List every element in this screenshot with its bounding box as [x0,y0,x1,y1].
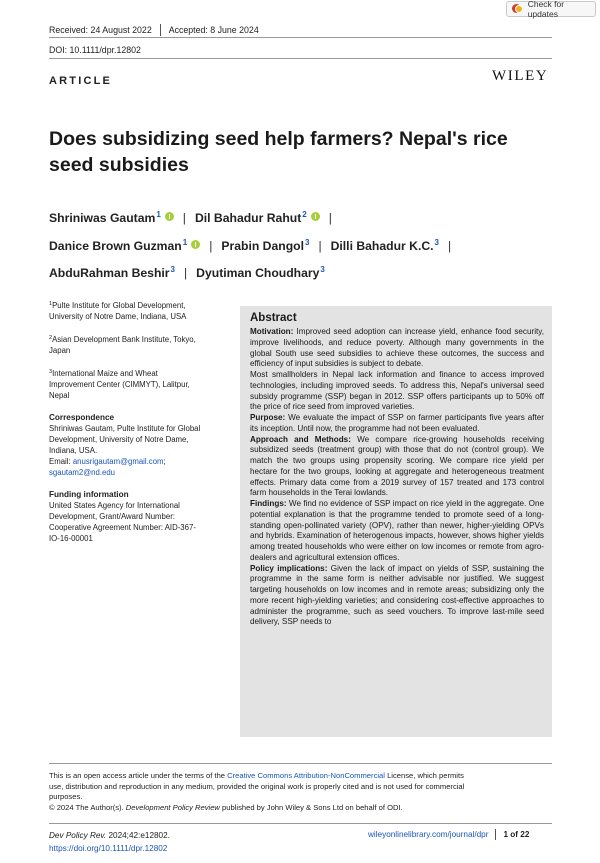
email-link[interactable]: sgautam2@nd.edu [49,468,116,477]
doi-rule [49,58,552,59]
date-divider [160,24,161,36]
footer-citation: Dev Policy Rev. 2024;42:e12802. https://doi.org/10.1111/dpr.12802 [49,831,170,853]
author-list: Shriniwas Gautam$^1$ | Dil Bahadur Rahut$^2$ | Danice Brown Guzman$^1$ | Prabin Dangol$^3$ | Dilli Bahadur K.C.$^3$ | AbduRahman Beshir$^3$ | Dyutiman Choudhary$^3$ [49,210,452,280]
affiliation-2: $^2$Asian Development Bank Institute, Tokyo, Japan [49,335,196,355]
journal-site-link[interactable]: wileyonlinelibrary.com/journal/dpr [368,830,489,839]
abstract-paragraph: Purpose: We evaluate the impact of SSP on farmer participants five years after its inception. Until now, the programme had not been evaluated. [250,413,544,433]
correspondence-heading: Correspondence [49,413,115,422]
abstract-paragraph: Policy implications: Given the lack of impact on yields of SSP, sustaining the programme in the same form is neither advisable nor justified. We suggest targeting households on low incomes and in remote areas; subsidizing only the more recent high-yielding varieties; and considering cost-effective approaches to administer the programme, such as seed vouchers. To improve last-mile seed delivery, SSP needs to [250,563,544,627]
abstract-paragraph: Findings: We find no evidence of SSP impact on rice yield in the aggregate. One potential explanation is that the programme tended to promote seed of a long-standing open-pollinated variety (OPV), rather than newer, higher-yielding OPVs and hybrids. Examination of heterogenous impacts, however, shows higher yields among treated households who were either on low incomes or remote from agro-dealers and agricultural extension offices. [250,499,544,562]
author-name[interactable]: Danice Brown Guzman$^1$ [49,239,200,253]
journal-abbrev: Dev Policy Rev. [49,831,107,840]
email-link[interactable]: anusrigautam@gmail.com [72,457,164,466]
abstract-paragraph: Approach and Methods: We compare rice-growing households receiving subsidized seeds (treatment group) with those that do not (control group). We match the two groups using propensity scoring. We compare rice yield per hectare for the two groups, looking at aggregate and heterogeneous treatment effects. Primary data come from a 2019 survey of 157 treated and 173 control farm households in the Terai lowlands. [250,434,544,498]
license-notice: This is an open access article under the terms of the Creative Commons Attribution-NonCommercial License, which permits use, distribution and reproduction in any medium, provided the original work is properly cited and is not used for commercial purposes. © 2024 The Author(s). Development Policy Review published by John Wiley & Sons Ltd on behalf of ODI. [49,771,552,813]
orcid-icon[interactable] [165,212,174,221]
received-date: Received: 24 August 2022 [49,25,152,35]
funding-heading: Funding information [49,490,129,499]
author-name[interactable]: Shriniwas Gautam$^1$ [49,211,174,225]
article-title [49,126,549,178]
footer-rule [49,823,552,824]
affiliations-sidebar [49,299,229,555]
author-name[interactable]: Dil Bahadur Rahut$^2$ [195,211,320,225]
abstract-paragraph: Motivation: Improved seed adoption can increase yield, enhance food security, improve livelihoods, and reduce poverty. Although many governments in the global South use seed subsidies to achieve these outcomes, the success and efficiency of input subsidies is subject to debate. [250,327,544,369]
affiliation-1: $^1$Pulte Institute for Global Development, University of Notre Dame, Indiana, USA [49,301,187,321]
abstract-paragraph: Most smallholders in Nepal lack information and finance to access improved technologies, including improved seeds. To address this, Nepal's universal seed subsidy programme (SSP) began in 2012. SSP offers participants up to 50% off the price of rice seed from improved varieties. [250,370,544,412]
abstract-box [240,306,552,737]
doi-link[interactable]: https://doi.org/10.1111/dpr.12802 [49,844,168,853]
author-name[interactable]: AbduRahman Beshir$^3$ [49,265,175,280]
license-rule [49,763,552,764]
copyright-line: © 2024 The Author(s). Development Policy Review published by John Wiley & Sons Ltd on behalf of ODI. [49,802,403,812]
author-name[interactable]: Prabin Dangol$^3$ [221,237,310,253]
article-doi: DOI: 10.1111/dpr.12802 [49,45,141,55]
check-for-updates-icon [512,3,524,15]
title-line: Does subsidizing seed help farmers? Nepal's rice [49,128,508,150]
header-rule [49,37,552,38]
check-for-updates-button[interactable] [506,1,596,17]
correspondence: Correspondence Shriniwas Gautam, Pulte Institute for Global Development, University of Notre Dame, Indiana, USA. Email: anusrigautam@gmail.com; sgautam2@nd.edu [49,413,201,477]
accepted-date: Accepted: 8 June 2024 [168,25,259,35]
orcid-icon[interactable] [191,240,200,249]
orcid-icon[interactable] [311,212,320,221]
author-name[interactable]: Dilli Bahadur K.C.$^3$ [330,237,439,253]
page-number: 1 of 22 [503,830,530,839]
license-link[interactable]: Creative Commons Attribution-NonCommercial [227,771,385,780]
abstract-heading: Abstract [250,312,297,324]
title-line: seed subsidies [49,154,189,176]
footer-divider [495,829,496,840]
footer-right [368,829,529,840]
funding-information: Funding information United States Agency for International Development, Grant/Award Number: Cooperative Agreement Number: AID-367- IO-16-00001 [49,490,196,543]
publisher-logo: WILEY [492,68,549,84]
section-label: ARTICLE [49,75,113,87]
affiliation-3: $^3$International Maize and Wheat Improvement Center (CIMMYT), Lalitpur, Nepal [49,369,190,400]
check-for-updates-label: Check for updates [527,0,565,19]
author-name[interactable]: Dyutiman Choudhary$^3$ [196,265,325,280]
article-dates [49,24,259,36]
